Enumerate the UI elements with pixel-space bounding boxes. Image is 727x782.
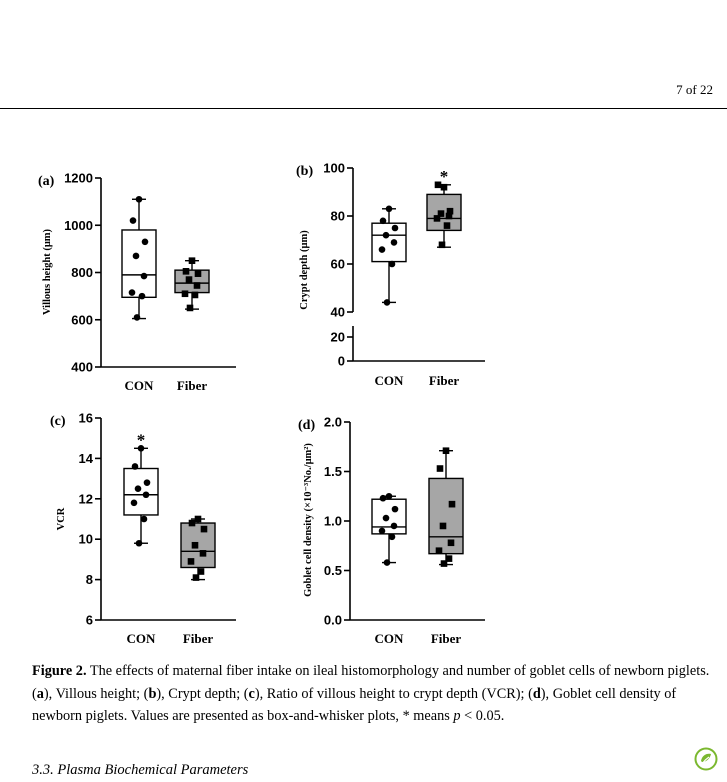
data-point [389,534,396,541]
data-point [142,238,149,245]
x-tick-label: Fiber [428,373,460,388]
y-tick-label: 14 [78,450,93,466]
y-tick-label: 40 [330,304,345,320]
data-point [186,276,193,283]
data-point [136,540,143,547]
y-tick-label: 1.5 [323,464,342,479]
data-point [194,282,201,289]
panel-label: (d) [298,418,316,433]
data-point [192,292,199,299]
box-fiber [181,516,215,581]
section-heading: 3.3. Plasma Biochemical Parameters [32,762,249,778]
data-point [380,218,387,225]
caption-text-3: ), Crypt depth; ( [156,685,249,702]
data-point [144,479,151,486]
caption-ref-d: d [532,685,541,702]
data-point [440,523,447,530]
y-tick-label: 100 [323,160,345,176]
data-point [136,196,143,203]
data-point [379,528,386,535]
y-tick-label: 8 [85,572,93,588]
data-point [195,516,202,523]
data-point [133,253,140,260]
data-point [130,217,137,224]
significance-mark: * [439,166,449,186]
y-tick-label: 12 [78,491,93,507]
box-con [124,430,158,546]
data-point [201,526,208,533]
caption-text-4: ), Ratio of villous height to crypt depth (VCR); ( [254,685,533,702]
y-tick-label: 1.0 [323,513,342,529]
box-iqr [372,223,406,261]
data-point [446,213,453,220]
data-point [189,257,196,264]
box-con [122,196,156,321]
y-tick-label: 400 [71,359,93,375]
x-tick-label: CON [374,631,404,646]
chart-panel-b [296,161,485,389]
box-con [372,206,406,306]
x-tick-label: Fiber [176,378,208,393]
data-point [379,246,386,253]
data-point [384,299,391,306]
y-tick-label: 6 [85,612,93,628]
y-tick-label: 0 [337,353,345,369]
chart-panel-a [38,171,236,394]
caption-ref-c: c [248,685,255,702]
data-point [383,232,390,239]
caption-text-1: The effects of maternal fiber intake on ileal histomorphology and number of goblet cells of newborn piglets. ( [32,663,710,702]
x-tick-label: CON [124,378,154,393]
data-point [391,523,398,530]
y-tick-label: 60 [330,256,345,272]
data-point [198,568,205,575]
x-tick-label: Fiber [430,631,462,646]
x-tick-label: Fiber [182,631,214,646]
y-axis-label: Goblet cell density (×10⁻³No./μm²) [303,443,314,597]
caption-text-6: < 0.05. [460,708,505,725]
data-point [380,495,387,502]
panel-label: (c) [50,414,66,429]
caption-text-5: ), Goblet cell density of newborn piglets. Values are presented as box-and-whisker plots, * means [32,685,677,725]
data-point [189,520,196,527]
data-point [383,515,390,522]
caption-ref-a: a [36,685,44,702]
data-point [134,314,141,321]
y-axis-label: VCR [56,507,67,531]
chart-panel-d [298,415,485,647]
data-point [129,289,136,296]
data-point [391,239,398,246]
box-fiber [427,167,461,248]
data-point [444,222,451,229]
data-point [392,225,399,232]
y-tick-label: 10 [78,531,93,547]
caption-label: Figure 2. [32,663,87,679]
data-point [437,465,444,472]
x-tick-label: CON [374,373,404,388]
caption-ref-b: b [148,685,157,702]
box-iqr [372,499,406,534]
chart-panel-c [50,411,236,647]
box-con [372,493,406,566]
panel-label: (b) [296,164,314,179]
box-fiber [429,447,463,566]
data-point [449,501,456,508]
y-tick-label: 0.5 [323,563,342,578]
y-tick-label: 1000 [64,217,93,233]
data-point [434,215,441,222]
y-tick-label: 0.0 [323,612,342,628]
data-point [386,206,393,213]
data-point [132,463,139,470]
data-point [192,542,199,549]
data-point [441,560,448,567]
data-point [195,270,202,277]
y-tick-label: 80 [330,208,345,224]
data-point [436,547,443,554]
journal-logo-icon [694,747,718,771]
data-point [386,493,393,500]
data-point [135,485,142,492]
data-point [443,447,450,454]
data-point [389,261,396,268]
data-point [448,539,455,546]
box-iqr [429,478,463,553]
data-point [188,558,195,565]
significance-mark: * [136,430,146,450]
data-point [143,491,150,498]
y-tick-label: 800 [71,265,93,280]
data-point [384,559,391,566]
box-iqr [122,230,156,297]
x-tick-label: CON [126,631,156,646]
data-point [439,242,446,249]
y-tick-label: 2.0 [323,414,342,430]
y-tick-label: 1200 [64,170,93,186]
y-tick-label: 20 [330,329,345,345]
y-tick-label: 16 [78,410,93,426]
data-point [193,574,200,581]
box-fiber [175,257,209,311]
panel-label: (a) [38,174,55,189]
caption-text-2: ), Villous height; ( [43,685,149,702]
y-axis-label: Crypt depth (μm) [299,230,310,310]
data-point [131,500,138,507]
data-point [182,290,189,297]
box-iqr [124,469,158,515]
data-point [139,293,146,300]
caption-p: p [453,708,461,725]
data-point [183,268,190,275]
data-point [200,550,207,557]
data-point [187,305,194,312]
page-number: 7 of 22 [676,82,713,97]
data-point [141,273,148,280]
y-tick-label: 600 [71,312,93,328]
data-point [392,506,399,513]
figure-caption [32,660,717,728]
y-axis-label: Villous height (μm) [42,228,53,316]
data-point [141,516,148,523]
